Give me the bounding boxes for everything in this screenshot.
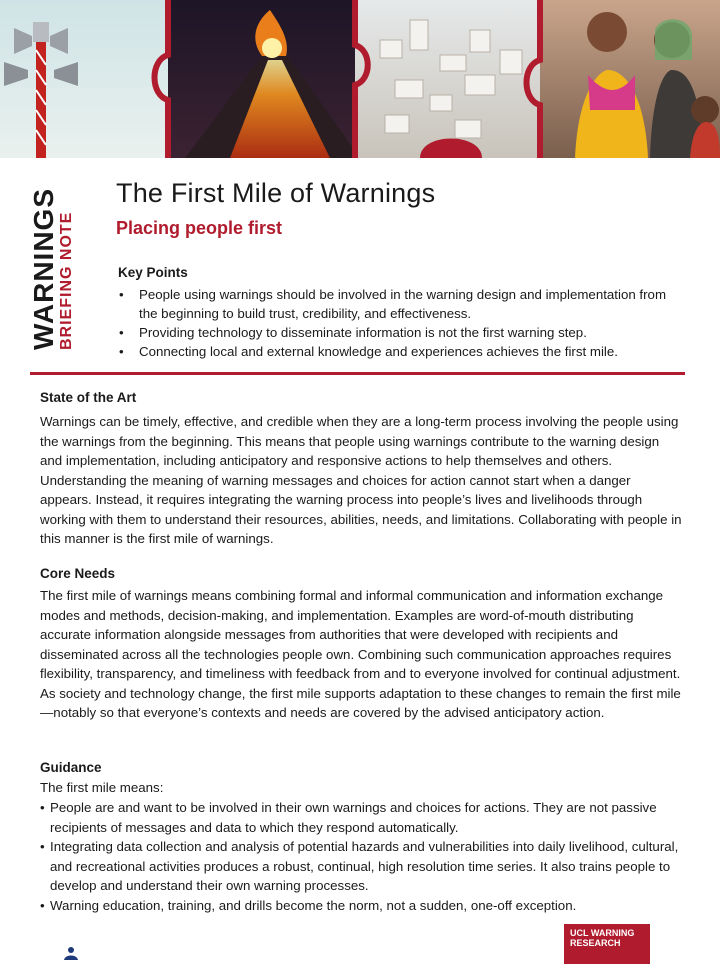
guidance-intro: The first mile means: — [40, 780, 164, 795]
partner-logo-icon — [62, 946, 80, 960]
document-subtitle: Placing people first — [116, 218, 283, 238]
header-banner — [0, 0, 720, 158]
city-model-panel — [355, 0, 545, 158]
key-points-list — [118, 285, 688, 361]
guidance-item: • People are and want to be involved in their own warnings and choices for actions. They are not passive recipients of messages and data to which they respond automatically. — [40, 798, 685, 837]
key-point-item: • Connecting local and external knowledge and experiences achieves the first mile. — [118, 342, 688, 361]
state-of-art-heading: State of the Art — [40, 390, 137, 405]
core-needs-text: The first mile of warnings means combining formal and informal communication and information exchange modes and methods, decision-making, and implementation. Examples are word-of-mouth distributing accurate information alongside messages from authorities that were developed with recipients and disseminated across all the technologies people own. Combining such communication approaches requires flexibility, transparency, and timeliness with feedback from and to everyone involved for continual adjustment. As society and technology change, the first mile supports adaptation to these changes to remain the first mile—notably so that everyone’s contexts and needs are covered by the advised anticipatory action. — [40, 588, 681, 720]
vertical-side-label — [20, 180, 92, 350]
key-point-item: • Providing technology to disseminate information is not the first warning step. — [118, 323, 688, 342]
document-title: The First Mile of Warnings — [116, 178, 436, 208]
ucl-warning-research-logo: UCL WARNING RESEARCH — [564, 924, 650, 964]
side-label-main: WARNINGS — [28, 188, 59, 350]
guidance-heading: Guidance — [40, 760, 102, 775]
state-of-art-text: Warnings can be timely, effective, and credible when they are a long-term process involving the people using the warnings from the beginning. This means that people using warnings contribute to the warning design and implementation, including anticipatory and responsive actions to help themselves and others. Understanding the meaning of warning messages and choices for action cannot start when a danger appears. Instead, it requires integrating the warning process into people’s lives and livelihoods through working with them to understand their resources, abilities, needs, and limitations. Collaborating with people in this manner is the first mile of warnings. — [40, 414, 682, 546]
side-label-sub: BRIEFING NOTE — [58, 211, 75, 350]
guidance-item: • Warning education, training, and drills become the norm, not a sudden, one-off exception. — [40, 896, 685, 916]
key-points-heading: Key Points — [118, 265, 188, 280]
core-needs-heading: Core Needs — [40, 566, 116, 581]
guidance-list — [40, 798, 685, 915]
siren-panel — [0, 0, 175, 158]
key-point-item: • People using warnings should be involved in the warning design and implementation from the beginning to build trust, credibility, and effectiveness. — [118, 285, 688, 323]
guidance-item: • Integrating data collection and analysis of potential hazards and vulnerabilities into daily livelihood, cultural, and recreational activities produces a robust, continual, high resolution time series. It also trains people to develop and understand their own warning processes. — [40, 837, 685, 896]
banner-illustration — [0, 0, 720, 158]
section-divider — [30, 372, 685, 375]
